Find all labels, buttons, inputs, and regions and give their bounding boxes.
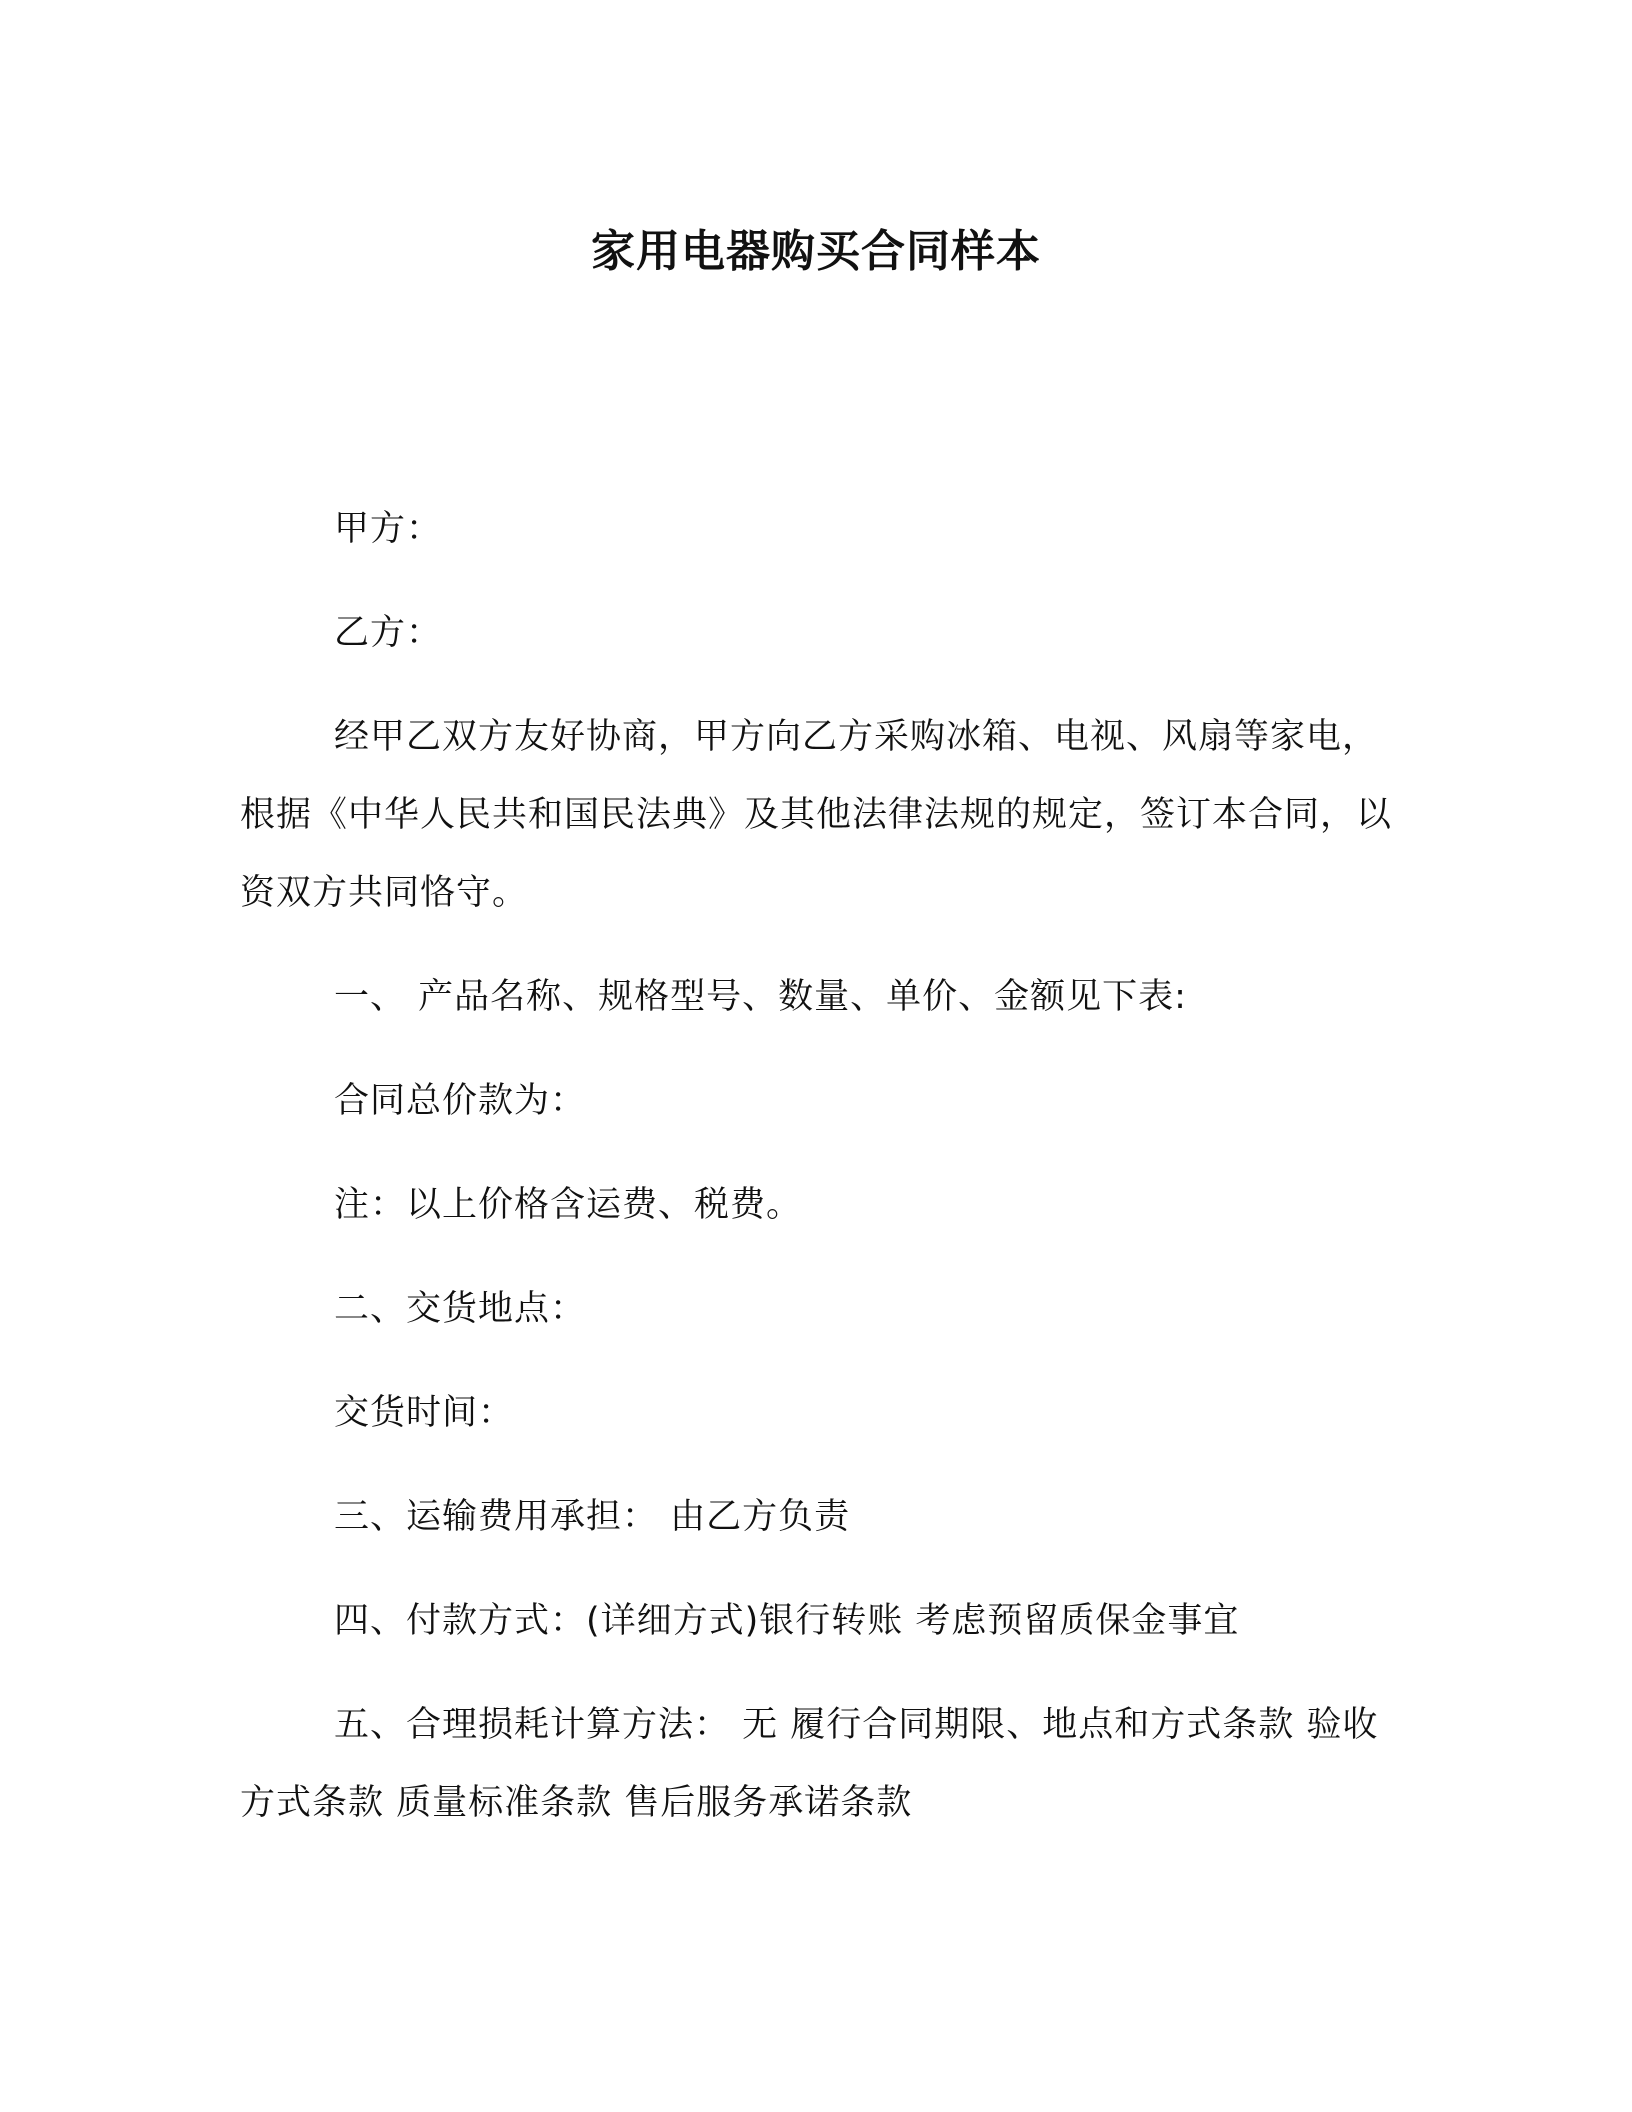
party-a-line: 甲方： [334, 509, 443, 549]
clause-4-payment: 四、付款方式：(详细方式)银行转账 考虑预留质保金事宜 [334, 1601, 1240, 1641]
delivery-time-line: 交货时间： [334, 1393, 515, 1433]
clause-3-transport-cost: 三、运输费用承担： 由乙方负责 [334, 1497, 851, 1537]
intro-paragraph: 经甲乙双方友好协商，甲方向乙方采购冰箱、电视、风扇等家电，根据《中华人民共和国民法典》及其他法律法规的规定，签订本合同，以资双方共同恪守。 [240, 717, 1393, 913]
clause-2-delivery-place: 二、交货地点： [334, 1289, 587, 1329]
party-b-line: 乙方： [334, 613, 443, 653]
document-body [240, 490, 1410, 1868]
document-title: 家用电器购买合同样本 [591, 226, 1041, 277]
clause-1-products: 一、 产品名称、规格型号、数量、单价、金额见下表: [334, 977, 1187, 1017]
price-note-line: 注：以上价格含运费、税费。 [334, 1185, 803, 1225]
total-price-line: 合同总价款为： [334, 1081, 587, 1121]
clause-5-loss-calculation: 五、合理损耗计算方法： 无 履行合同期限、地点和方式条款 验收方式条款 质量标准条款 售后服务承诺条款 [240, 1705, 1379, 1823]
